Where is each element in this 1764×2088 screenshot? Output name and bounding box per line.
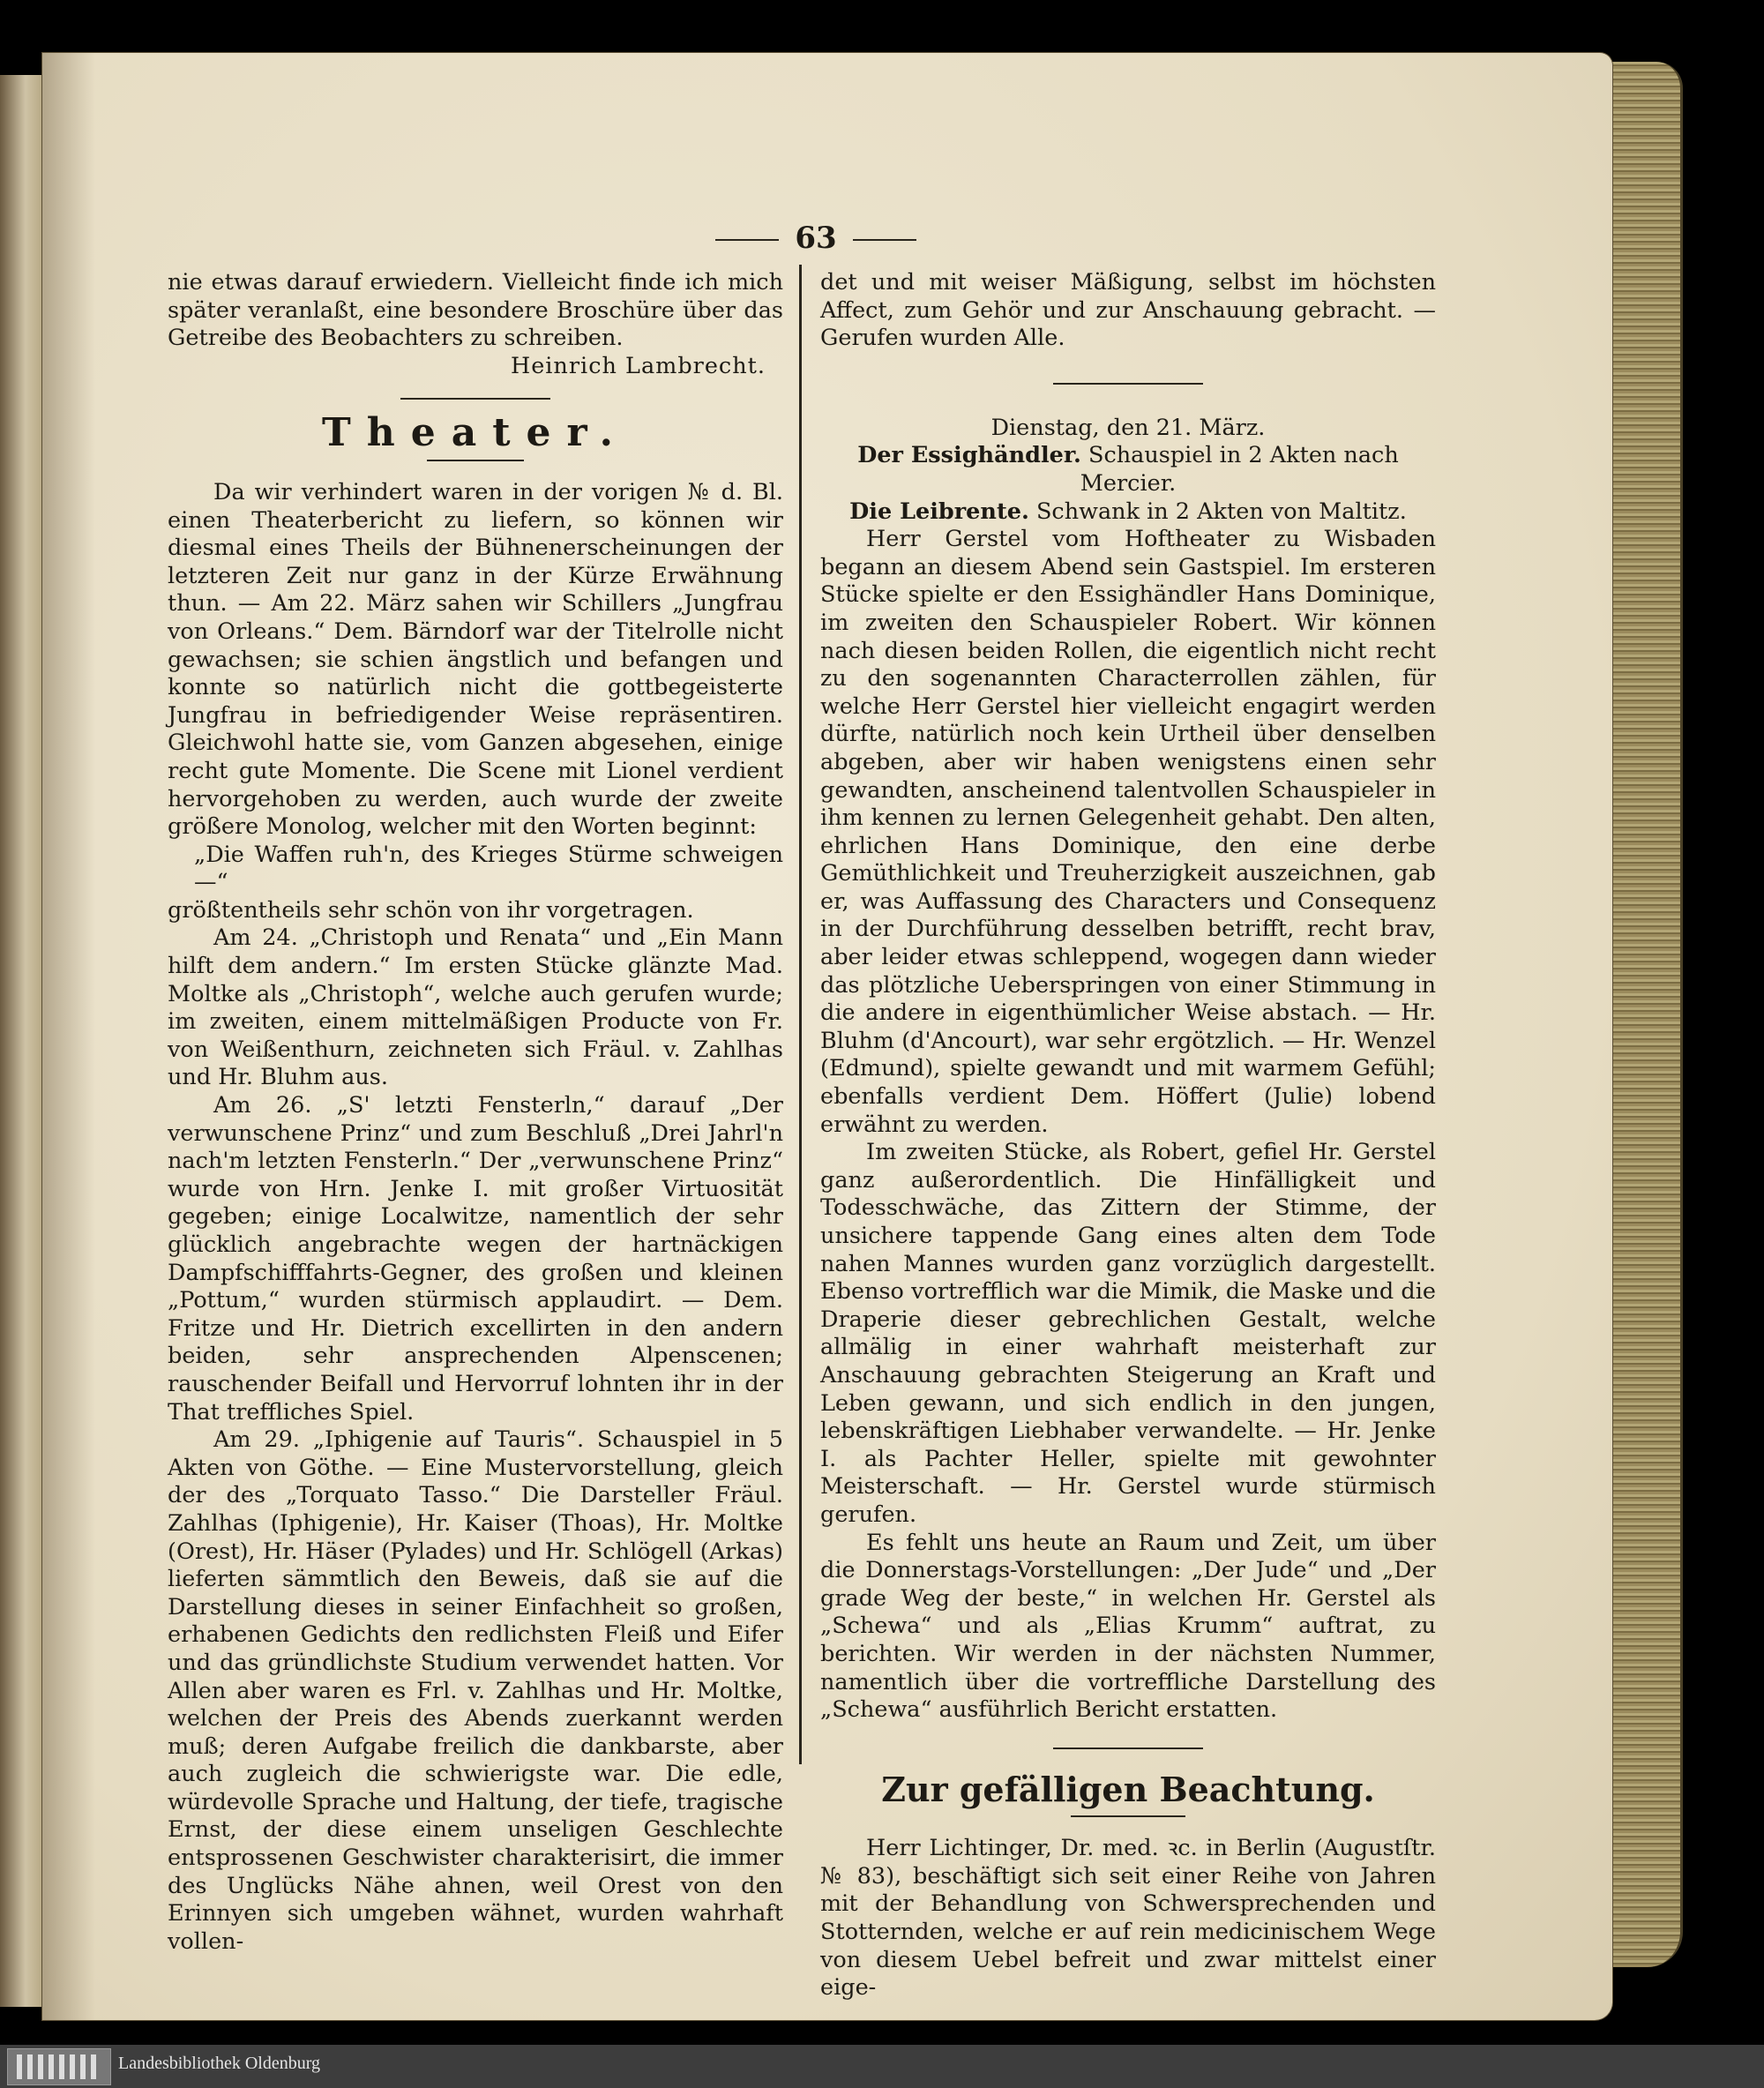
review-paragraph-3: Es fehlt uns heute an Raum und Zeit, um über die Donnerstags-Vorstellungen: „Der Jude“ und „Der grade Weg der beste,“ in welchen Hr. Gerstel als „Schewa“ und als „Elias Krumm“ auftrat, zu berichten. Wir werden in der nächsten Nummer, namentlich über die vortreffliche Darstellung des „Schewa“ ausführlich Bericht erstatten. [820, 1529, 1436, 1724]
library-building-icon [7, 2048, 111, 2085]
performance-date: Dienstag, den 21. März. [990, 414, 1266, 441]
signature: Heinrich Lambrecht. [510, 352, 766, 379]
theater-paragraph-1-end: größtentheils sehr schön von ihr vorgetragen. [168, 896, 694, 924]
play-1-line [820, 442, 1436, 498]
section-divider-right [1053, 383, 1203, 385]
column-divider [799, 265, 802, 1764]
play-2-line [820, 498, 1436, 527]
library-label: Landesbibliothek Oldenburg [118, 2054, 321, 2073]
left-page-edge [0, 75, 44, 2007]
right-paragraph-continued: det und mit weiser Mäßigung, selbst im höchsten Affect, zum Gehör und zur Anschauung gebracht. — Gerufen wurden Alle. [820, 269, 1436, 352]
theater-paragraph-2: Am 24. „Christoph und Renata“ und „Ein Mann hilft dem andern.“ Im ersten Stücke glänzte Mad. Moltke als „Christoph“, welche auch gerufen wurde; im zweiten, einem mittelmäßigen Producte von Fr. von Weißenthurn, zeichneten sich Fräul. v. Zahlhas und Hr. Bluhm aus. [168, 924, 783, 1091]
play-2-title: Die Leibrente. [849, 498, 1029, 525]
notice-heading-underline [1071, 1815, 1185, 1817]
theater-paragraph-3: Am 26. „S' letzti Fensterln,“ darauf „Der verwunschene Prinz“ und zum Beschluß „Drei Jahrl'n nach'm letzten Fensterln.“ Der „verwunschene Prinz“ wurde von Hrn. Jenke I. mit großer Virtuosität gegeben; einige Localwitze, namentlich der sehr glücklich angebrachte wegen der hartnäckigen Dampfschifffahrts-Gegner, des großen und kleinen „Pottum,“ wurden stürmisch applaudirt. — Dem. Fritze und Hr. Dietrich excellirten in den andern beiden, sehr ansprechenden Alpenscenen; rauschender Beifall und Hervorruf lohnten ihr in der That treffliches Spiel. [168, 1092, 783, 1426]
page-number: 63 [679, 221, 953, 256]
play-1-title: Der Essighändler. [857, 442, 1081, 469]
heading-underline [427, 460, 524, 461]
notice-paragraph: Herr Lichtinger, Dr. med. ꝛc. in Berlin (Augustſtr. № 83), beschäftigt sich seit einer Reihe von Jahren mit der Behandlung von Schwersprechenden und Stotternden, welche er auf rein medicinischem Wege von diesem Uebel befreit und zwar mittelst einer eige- [820, 1835, 1436, 2002]
theater-heading: Theater. [321, 410, 629, 456]
theater-paragraph-4: Am 29. „Iphigenie auf Tauris“. Schauspiel in 5 Akten von Göthe. — Eine Mustervorstellung, gleich der des „Torquato Tasso.“ Die Darsteller Fräul. Zahlhas (Iphigenie), Hr. Kaiser (Thoas), Hr. Moltke (Orest), Hr. Häser (Pylades) und Hr. Schlögell (Arkas) lieferten sämmtlich den Beweis, daß sie auf die Darstellung dieses in seiner Einfachheit so großen, erhabenen Gedichts den redlichsten Fleiß und Eifer und das gründlichste Studium verwendet hatten. Vor Allen aber waren es Frl. v. Zahlhas und Hr. Moltke, welchen der Preis des Abends zuerkannt werden muß; deren Aufgabe freilich die dankbarste, aber auch zugleich die schwierigste war. Die edle, würdevolle Sprache und Haltung, der tiefe, tragische Ernst, der diese einem unseligen Geschlechte entsprossenen Geschwister charakterisirt, die immer des Unglücks Nähe ahnen, weil Orest von den Erinnyen sich umgeben wähnet, wurden wahrhaft vollen- [168, 1426, 783, 1955]
spine-shadow [42, 53, 95, 2020]
review-paragraph-1: Herr Gerstel vom Hoftheater zu Wisbaden begann an diesem Abend sein Gastspiel. Im ersteren Stücke spielte er den Essighändler Hans Dominique, im zweiten den Schauspieler Robert. Wir können nach diesen beiden Rollen, die eigentlich nicht recht zu den sogenannten Characterrollen zählen, für welche Herr Gerstel hier vielleicht engagirt werden dürfte, natürlich noch kein Urtheil über denselben abgeben, aber wir haben wenigstens einen sehr gewandten, anscheinend talentvollen Schauspieler in ihm kennen zu lernen Gelegenheit gehabt. Den alten, ehrlichen Hans Dominique, den eine derbe Gemüthlichkeit und Treuherzigkeit auszeichnen, gab er, was Auffassung des Characters und Consequenz in der Durchführung desselben betrifft, recht brav, aber leider etwas schleppend, wogegen dann wieder das plötzliche Ueberspringen von einer Stimmung in die andere in eigenthümlicher Weise abstach. — Hr. Bluhm (d'Ancourt), war sehr ergötzlich. — Hr. Wenzel (Edmund), spielte gewandt und mit warmem Gefühl; ebenfalls verdient Dem. Höffert (Julie) lobend erwähnt zu werden. [820, 526, 1436, 1138]
review-paragraph-2: Im zweiten Stücke, als Robert, gefiel Hr. Gerstel ganz außerordentlich. Die Hinfälligkeit und Todesschwäche, das Zittern der Stimme, der unsichere tappende Gang eines alten dem Tode nahen Mannes wurden ganz vorzüglich dargestellt. Ebenso vortrefflich war die Mimik, die Maske und die Draperie dieser gebrechlichen Gestalt, welche allmälig in einer wahrhaft meisterhaft zur Anschauung gebrachten Steigerung an Kraft und Leben gewann, und sich endlich in den jungen, lebenskräftigen Liebhaber verwandelte. — Hr. Jenke I. als Pachter Heller, spielte mit gewohnter Meisterschaft. — Hr. Gerstel wurde stürmisch gerufen. [820, 1139, 1436, 1528]
right-column [820, 269, 1436, 2002]
section-divider-right-2 [1053, 1747, 1203, 1749]
play-1-description: Schauspiel in 2 Akten nach Mercier. [1080, 442, 1399, 497]
left-column [168, 269, 783, 1956]
quote-line: „Die Waffen ruh'n, des Krieges Stürme schweigen—“ [194, 841, 783, 896]
play-2-description: Schwank in 2 Akten von Maltitz. [1035, 498, 1407, 525]
notice-heading: Zur gefälligen Beachtung. [881, 1769, 1375, 1809]
theater-paragraph-1: Da wir verhindert waren in der vorigen № d. Bl. einen Theaterbericht zu liefern, so können wir diesmal eines Theils der Bühnenerscheinungen der letzteren Zeit nur ganz in der Kürze Erwähnung thun. — Am 22. März sahen wir Schillers „Jungfrau von Orleans.“ Dem. Bärndorf war der Titelrolle nicht gewachsen; sie schien ängstlich und befangen und konnte so natürlich nicht die gottbegeisterte Jungfrau in befriedigender Weise repräsentiren. Gleichwohl hatte sie, vom Ganzen abgesehen, einige recht gute Momente. Die Scene mit Lionel verdient hervorgehoben zu werden, auch wurde der zweite größere Monolog, welcher mit den Worten beginnt: [168, 478, 783, 841]
left-paragraph-continued: nie etwas darauf erwiedern. Vielleicht finde ich mich später veranlaßt, eine besondere Broschüre über das Getreibe des Beobachters zu schreiben. [168, 269, 783, 352]
section-divider [400, 398, 550, 400]
